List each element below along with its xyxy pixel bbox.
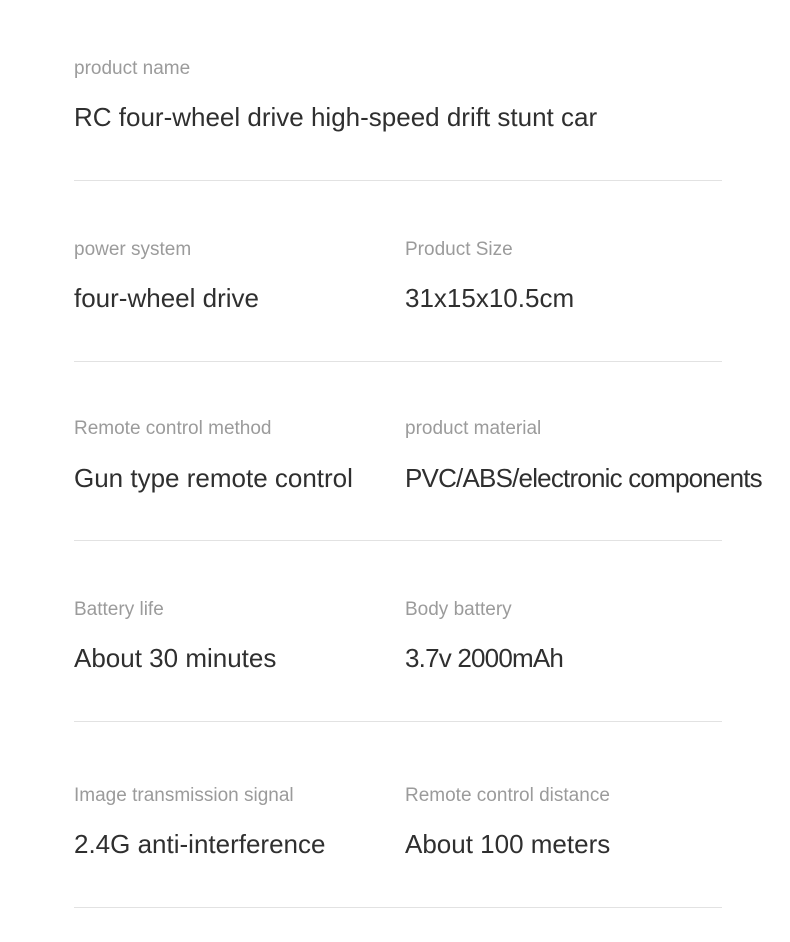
- product-name-label: product name: [74, 58, 191, 79]
- body-battery-label: Body battery: [405, 599, 512, 620]
- remote-control-method-value: Gun type remote control: [74, 463, 353, 493]
- image-transmission-signal-value: 2.4G anti-interference: [74, 829, 326, 859]
- row-divider: [74, 180, 722, 181]
- row-divider: [74, 907, 722, 908]
- remote-control-distance-value: About 100 meters: [405, 829, 611, 859]
- row-divider: [74, 540, 722, 541]
- battery-life-label: Battery life: [74, 599, 164, 620]
- product-size-label: Product Size: [405, 239, 513, 260]
- product-material-label: product material: [405, 418, 542, 439]
- power-system-label: power system: [74, 239, 192, 260]
- body-battery-value: 3.7v 2000mAh: [405, 643, 564, 673]
- product-size-value: 31x15x10.5cm: [405, 283, 575, 313]
- remote-control-distance-label: Remote control distance: [405, 785, 610, 806]
- image-transmission-signal-label: Image transmission signal: [74, 785, 294, 806]
- product-name-value: RC four-wheel drive high-speed drift stunt car: [74, 102, 598, 132]
- row-divider: [74, 361, 722, 362]
- battery-life-value: About 30 minutes: [74, 643, 277, 673]
- product-material-value: PVC/ABS/electronic components: [405, 463, 762, 493]
- power-system-value: four-wheel drive: [74, 283, 259, 313]
- remote-control-method-label: Remote control method: [74, 418, 272, 439]
- row-divider: [74, 721, 722, 722]
